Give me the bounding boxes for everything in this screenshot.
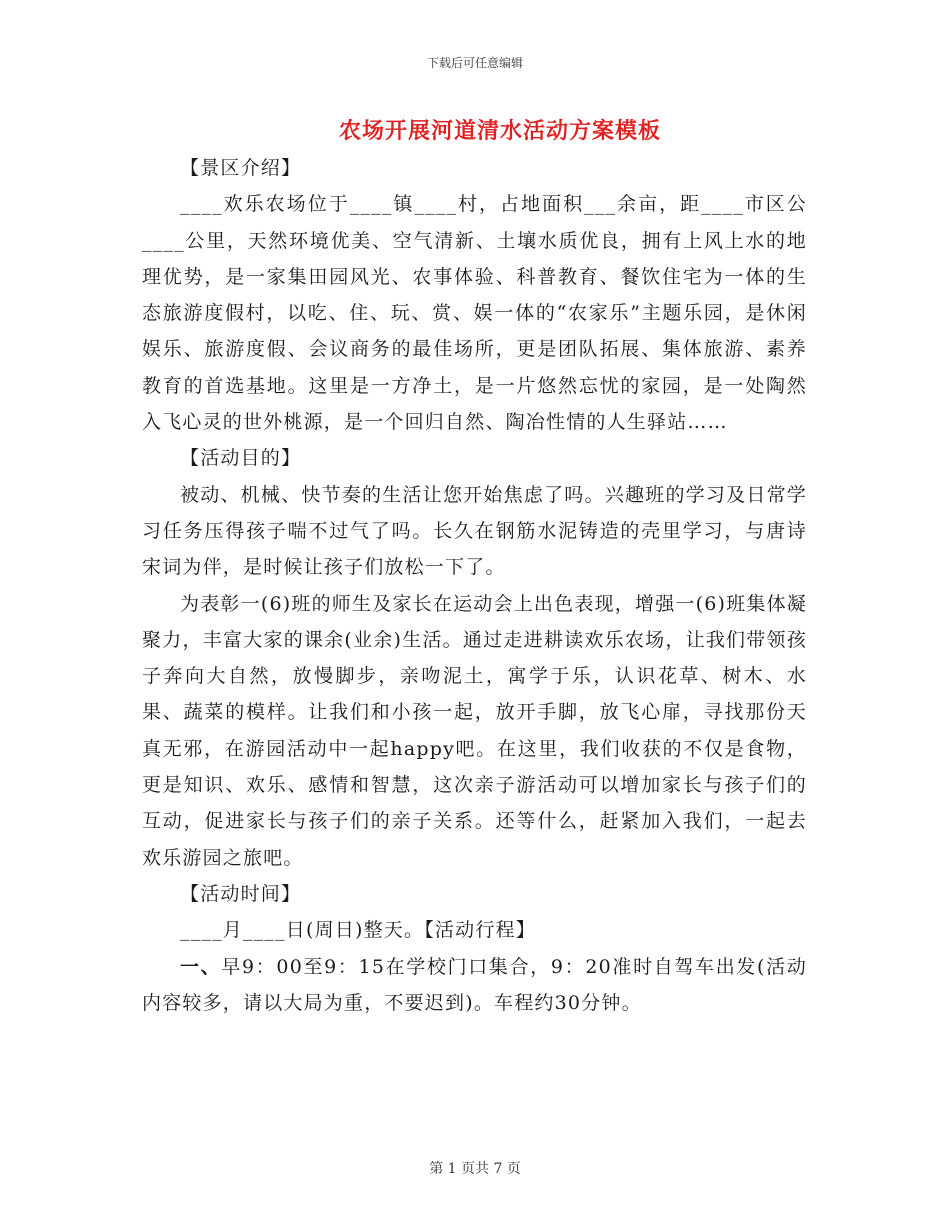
header-note: 下载后可任意编辑 [426,56,523,70]
purpose-paragraph-1: 被动、机械、快节奏的生活让您开始焦虑了吗。兴趣班的学习及日常学习任务压得孩子喘不过气了吗。长久在钢筋水泥铸造的壳里学习，与唐诗宋词为伴，是时候让孩子们放松一下了。 [142,483,807,579]
document-body [142,150,807,1021]
section-heading-purpose: 【活动目的】 [180,447,302,470]
schedule-paragraph [142,949,807,1022]
section-heading-intro: 【景区介绍】 [180,157,302,179]
section-heading-time: 【活动时间】 [180,882,302,905]
purpose-paragraph-2: 为表彰一(6)班的师生及家长在运动会上出色表现，增强一(6)班集体凝聚力，丰富大家的课余(业余)生活。通过走进耕读欢乐农场，让我们带领孩子奔向大自然，放慢脚步，亲吻泥土，寓学于乐，认识花草、树木、水果、蔬菜的模样。让我们和小孩一起，放开手脚，放飞心扉，寻找那份天真无邪，在游园活动中一起happy吧。在这里，我们收获的不仅是食物，更是知识、欢乐、感情和智慧，这次亲子游活动可以增加家长与孩子们的互动，促进家长与孩子们的亲子关系。还等什么，赶紧加入我们，一起去欢乐游园之旅吧。 [142,592,807,869]
schedule-text: 早9：00至9：15在学校门口集合，9：20准时自驾车出发(活动内容较多，请以大局为重，不要迟到)。车程约30分钟。 [142,955,808,1014]
schedule-lead: 一、 [180,955,222,978]
intro-paragraph: ____欢乐农场位于____镇____村，占地面积___余亩，距____市区公____公里，天然环境优美、空气清新、土壤水质优良，拥有上风上水的地理优势，是一家集田园风光、农事体验、科普教育、餐饮住宅为一体的生态旅游度假村，以吃、住、玩、赏、娱一体的“农家乐”主题乐园，是休闲娱乐、旅游度假、会议商务的最佳场所，更是团队拓展、集体旅游、素养教育的首选基地。这里是一方净土，是一片悠然忘忧的家园，是一处陶然入飞心灵的世外桃源，是一个回归自然、陶冶性情的人生驿站…… [142,193,807,434]
page-footer: 第 1 页共 7 页 [429,1161,521,1177]
time-paragraph: ____月____日(周日)整天。【活动行程】 [180,919,536,942]
document-title: 农场开展河道清水活动方案模板 [338,119,661,144]
